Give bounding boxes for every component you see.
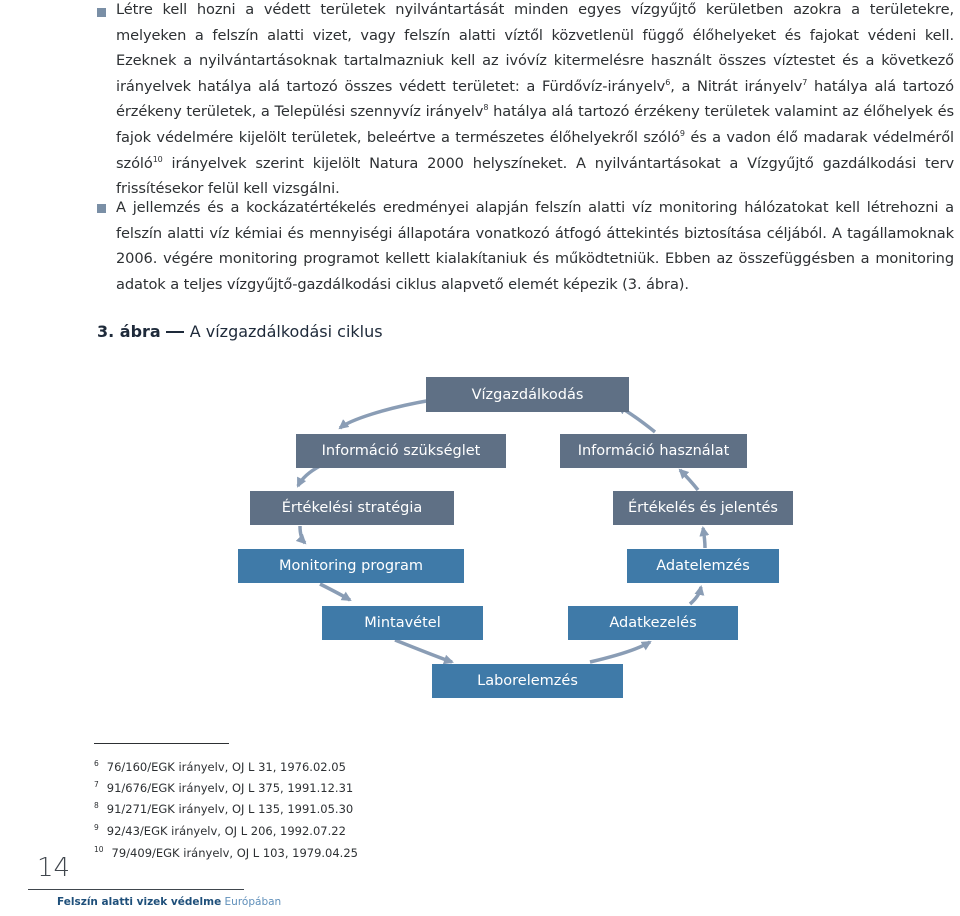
footer-rule bbox=[28, 889, 244, 890]
arrow-laborelemzes-to-adatkezeles bbox=[590, 642, 650, 662]
page-number: 14 bbox=[37, 853, 71, 883]
box-mintavetel: Mintavétel bbox=[322, 606, 483, 640]
footnote-separator bbox=[94, 743, 229, 744]
footnote: $^8$ 91/271/EGK irányelv, OJ L 135, 1991.05.30 bbox=[94, 801, 354, 816]
box-adatkezeles: Adatkezelés bbox=[568, 606, 738, 640]
arrow-informacio-szukseglet-to-ertekelesi bbox=[298, 466, 320, 486]
box-adatelemzes: Adatelemzés bbox=[627, 549, 779, 583]
figure-title: A vízgazdálkodási ciklus bbox=[189, 322, 383, 341]
footnote-ref: 8 bbox=[483, 103, 489, 113]
footnote: $^9$ 92/43/EGK irányelv, OJ L 206, 1992.07.22 bbox=[94, 823, 346, 838]
arrow-ertekeles-to-informacio-hasznalat bbox=[680, 470, 698, 490]
box-laborelemzes: Laborelemzés bbox=[432, 664, 623, 698]
footnote: $^6$ 76/160/EGK irányelv, OJ L 31, 1976.02.05 bbox=[94, 759, 346, 774]
arrow-vizgazdalkodas-to-informacio-szukseglet bbox=[340, 400, 432, 428]
arrow-monitoring-to-mintavetel bbox=[320, 584, 350, 600]
arrow-ertekelesi-to-monitoring bbox=[300, 526, 305, 543]
box-informacio-hasznalat: Információ használat bbox=[560, 434, 747, 468]
box-informacio-szukseglet: Információ szükséglet bbox=[296, 434, 506, 468]
paragraph-protected-areas: Létre kell hozni a védett területek nyilvántartását minden egyes vízgyűjtő kerületben azokra a területekre, melyeken a felszín alatti vizet, vagy felszín alatti víztől közvetlenül függő élőhelyeket és fajokat védeni kell. Ezeknek a nyilvántartásoknak tartalmazniuk kell az ivóvíz kitermelésre használt összes víztestet és a következő irányelvek hatálya alá tartozó összes védett területet: a Fürdővíz-irányelv$^6$, a Nitrát irányelv$^7$ hatálya alá tartozó érzékeny területek, a Települési szennyvíz irányelv$^8$ hatálya alá tartozó érzékeny területek valamint az élőhelyek és fajok védelmére kijelölt területek, beleértve a természetes élőhelyekről szóló$^9$ és a vadon élő madarak védelméről szóló$^{10}$ irányelvek szerint kijelölt Natura 2000 helyszíneket. A nyilvántartásokat a Vízgyűjtő gazdálkodási terv frissítésekor felül kell vizsgálni. bbox=[116, 1, 955, 198]
footnote-ref: 6 bbox=[665, 77, 671, 87]
footnote-ref: 7 bbox=[802, 77, 808, 87]
arrow-adatkezeles-to-adatelemzes bbox=[690, 587, 701, 604]
box-ertekelesi-strategia: Értékelési stratégia bbox=[250, 491, 454, 525]
box-ertekeles-es-jelentes: Értékelés és jelentés bbox=[613, 491, 793, 525]
footnote: $^{10}$ 79/409/EGK irányelv, OJ L 103, 1979.04.25 bbox=[94, 845, 358, 860]
footnote-ref: 10 bbox=[152, 154, 163, 164]
box-monitoring-program: Monitoring program bbox=[238, 549, 464, 583]
figure-number: 3. ábra bbox=[97, 322, 161, 341]
paragraph-monitoring: A jellemzés és a kockázatértékelés eredményei alapján felszín alatti víz monitoring hálózatokat kell létrehozni a felszín alatti víz kémiai és mennyiségi állapotára vonatkozó átfogó áttekintés biztosítása céljából. A tagállamoknak 2006. végére monitoring programot kellett kialakítaniuk és működtetniük. Ebben az összefüggésben a monitoring adatok a teljes vízgyűjtő-gazdálkodási ciklus alapvető elemét képezik (3. ábra). bbox=[116, 199, 954, 293]
running-footer: Felszín alatti vizek védelme Európában bbox=[57, 896, 282, 908]
arrow-adatelemzes-to-ertekeles bbox=[703, 528, 705, 548]
box-vizgazdalkodas: Vízgazdálkodás bbox=[426, 377, 629, 412]
arrow-mintavetel-to-laborelemzes bbox=[395, 640, 452, 662]
footnote: $^7$ 91/676/EGK irányelv, OJ L 375, 1991.12.31 bbox=[94, 780, 354, 795]
footnote-ref: 9 bbox=[679, 128, 685, 138]
